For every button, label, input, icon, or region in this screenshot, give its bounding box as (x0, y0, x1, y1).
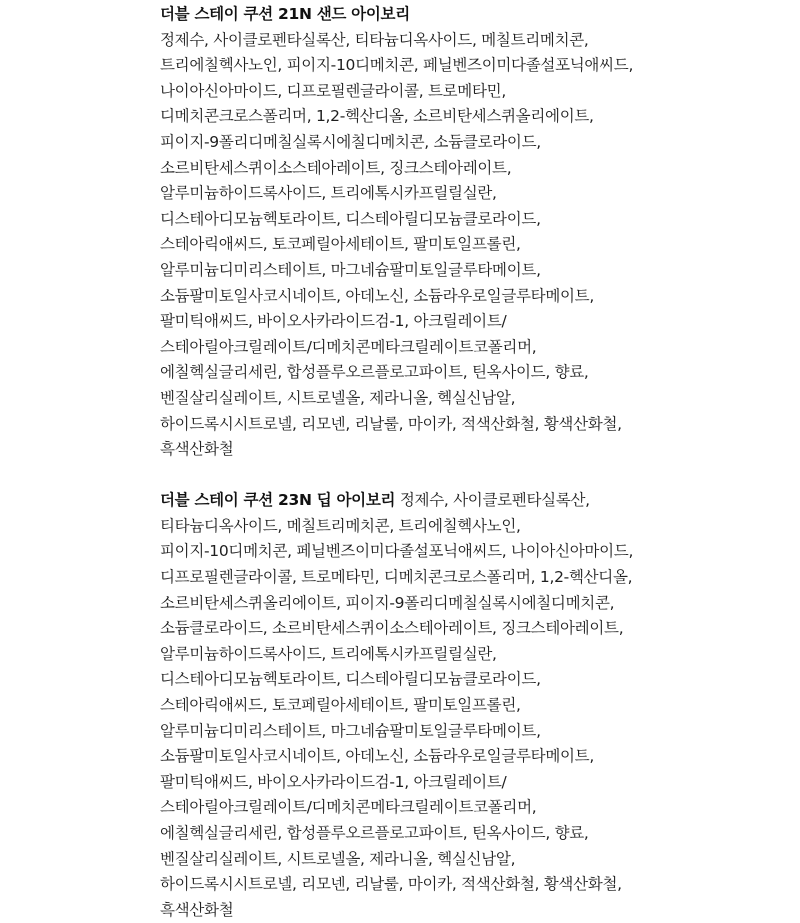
ingredient-section-23n (160, 488, 645, 923)
ingredient-list-23n: 정제수, 사이클로펜타실록산, 티타늄디옥사이드, 메칠트리메치콘, 트리에칠헥사노인, 피이지-10디메치콘, 페닐벤즈이미다졸설포닉애씨드, 나이아신아마이드, 디프로필렌글라이콜, 트로메타민, 디메치콘크로스폴리머, 1,2-헥산디올, 소르비탄세스퀴올리에이트, 피이지-9폴리디메칠실록시에칠디메치콘, 소듐클로라이드, 소르비탄세스퀴이소스테아레이트, 징크스테아레이트, 알루미늄하이드록사이드, 트리에톡시카프릴릴실란, 디스테아디모늄헥토라이트, 디스테아릴디모늄클로라이드, 스테아릭애씨드, 토코페릴아세테이트, 팔미토일프롤린, 알루미늄디미리스테이트, 마그네슘팔미토일글루타메이트, 소듐팔미토일사코시네이트, 아데노신, 소듐라우로일글루타메이트, 팔미틱애씨드, 바이오사카라이드검-1, 아크릴레이트/스테아릴아크릴레이트/디메치콘메타크릴레이트코폴리머, 에칠헥실글리세린, 합성플루오르플로고파이트, 틴옥사이드, 향료, 벤질살리실레이트, 시트로넬올, 제라니올, 헥실신남알, 하이드록시시트로넬, 리모넨, 리날룰, 마이카, 적색산화철, 황색산화철, 흑색산화철 (160, 491, 634, 919)
ingredient-list-21n: 정제수, 사이클로펜타실록산, 티타늄디옥사이드, 메칠트리메치콘, 트리에칠헥사노인, 피이지-10디메치콘, 페닐벤즈이미다졸설포닉애씨드, 나이아신아마이드, 디프로필렌글라이콜, 트로메타민, 디메치콘크로스폴리머, 1,2-헥산디올, 소르비탄세스퀴올리에이트, 피이지-9폴리디메칠실록시에칠디메치콘, 소듐클로라이드, 소르비탄세스퀴이소스테아레이트, 징크스테아레이트, 알루미늄하이드록사이드, 트리에톡시카프릴릴실란, 디스테아디모늄헥토라이트, 디스테아릴디모늄클로라이드, 스테아릭애씨드, 토코페릴아세테이트, 팔미토일프롤린, 알루미늄디미리스테이트, 마그네슘팔미토일글루타메이트, 소듐팔미토일사코시네이트, 아데노신, 소듐라우로일글루타메이트, 팔미틱애씨드, 바이오사카라이드검-1, 아크릴레이트/스테아릴아크릴레이트/디메치콘메타크릴레이트코폴리머, 에칠헥실글리세린, 합성플루오르플로고파이트, 틴옥사이드, 향료, 벤질살리실레이트, 시트로넬올, 제라니올, 헥실신남알, 하이드록시시트로넬, 리모넨, 리날룰, 마이카, 적색산화철, 황색산화철, 흑색산화철 (160, 30, 634, 459)
product-title-23n: 더블 스테이 쿠션 23N 딥 아이보리 (160, 491, 396, 510)
product-title-21n: 더블 스테이 쿠션 21N 샌드 아이보리 (160, 5, 410, 23)
ingredient-document (160, 2, 645, 923)
ingredient-section-21n (160, 2, 645, 463)
